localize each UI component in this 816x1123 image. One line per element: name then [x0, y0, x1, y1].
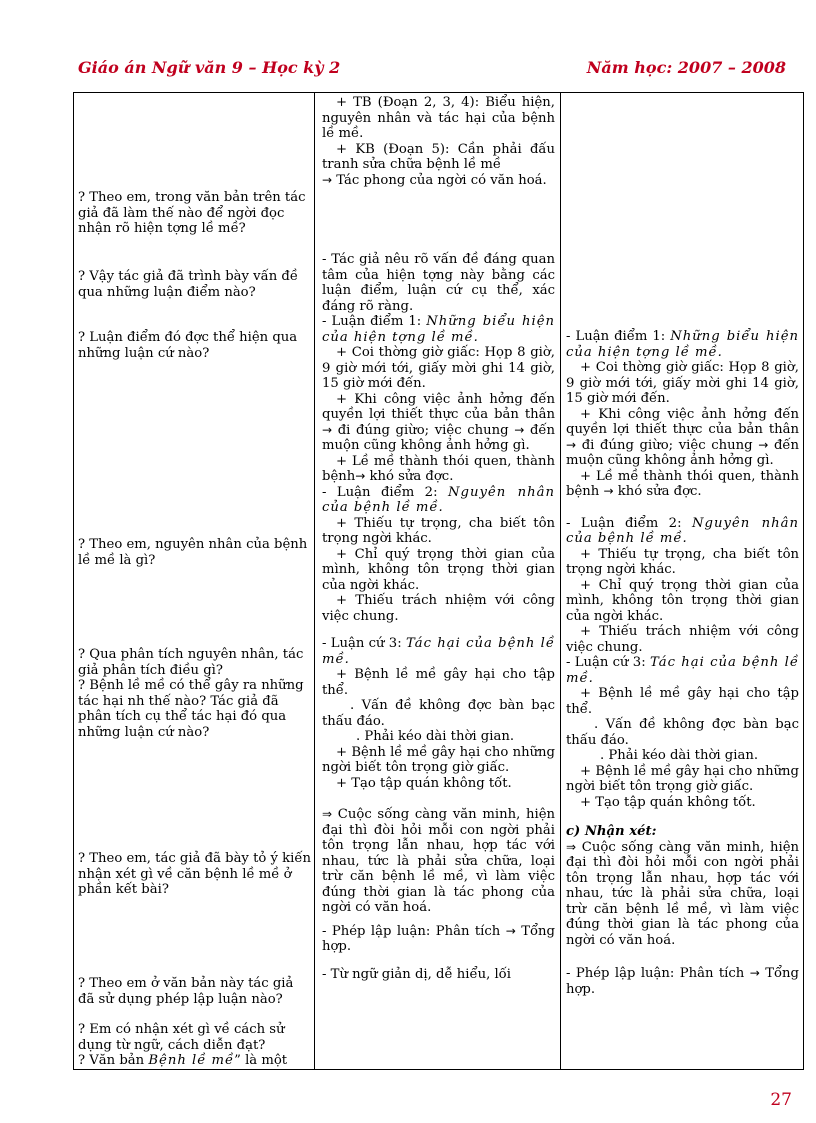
question-7: ? Theo em ở văn bản này tác giả đã sử dụng phép lập luận nào?: [78, 976, 294, 1007]
conclusion-result: → Tác phong của ngời có văn hoá.: [322, 172, 547, 188]
notes-column: [566, 329, 799, 997]
question-3: ? Luận điểm đó đợc thể hiện qua những luận cứ nào?: [78, 330, 298, 361]
header-school-year: Năm học: 2007 – 2008: [586, 58, 786, 77]
double-arrow-icon: ⇒: [322, 807, 333, 821]
note-point-2-c: + Thiếu trách nhiệm với công việc chung.: [566, 624, 799, 655]
note-argument-3-a2: . Phải kéo dài thời gian.: [600, 748, 759, 763]
note-point-2-heading: - Luận điểm 2: Nguyên nhân của bệnh lề mề.: [566, 515, 799, 546]
point-2-a: + Thiếu tự trọng, cha biết tôn trọng ngời khác.: [322, 515, 555, 546]
note-conclusion-paragraph: ⇒ Cuộc sống càng văn minh, hiện đại thì đòi hỏi mỗi con ngời phải tôn trọng lẫn nhau, hợp tác với nhau, tức là phải sửa chữa, loại trừ căn bệnh lề mề, vì làm việc đúng thời gian là tác phong của ngời có văn hoá.: [566, 839, 799, 948]
arrow-icon: →: [749, 966, 760, 980]
arrow-icon: →: [603, 484, 614, 498]
point-1-heading: - Luận điểm 1: Những biểu hiện của hiện tợng lề mề.: [322, 314, 555, 345]
argument-3-a2: . Phải kéo dài thời gian.: [356, 729, 515, 744]
argument-3-a1: . Vấn đề không đợc bàn bạc thấu đáo.: [322, 698, 555, 729]
note-point-2-a: + Thiếu tự trọng, cha biết tôn trọng ngời khác.: [566, 546, 799, 577]
arrow-icon: →: [758, 437, 769, 452]
note-argument-3-c: + Tạo tập quán không tốt.: [580, 794, 756, 810]
argument-3-a: + Bệnh lề mề gây hại cho tập thể.: [322, 667, 555, 698]
question-9: ? Văn bản Bệnh lề mề” là một: [78, 1053, 288, 1068]
point-1-b: + Khi công việc ảnh hởng đến quyền lợi thiết thực của bản thân → đi đúng giừo; việc chung → đến muộn cũng không ảnh hởng gì.: [322, 391, 555, 453]
intro-paragraph: - Tác giả nêu rõ vấn đề đáng quan tâm của hiện tợng này bằng các luận điểm, luận cứ cụ thể, xác đáng rõ ràng.: [322, 252, 555, 314]
arrow-icon: →: [505, 923, 516, 938]
argument-3-b: + Bệnh lề mề gây hại cho những ngời biết tôn trọng giờ giấc.: [322, 744, 555, 775]
question-6: ? Theo em, tác giả đã bày tỏ ý kiến nhận xét gì về căn bệnh lề mề ở phần kết bài?: [78, 851, 311, 897]
point-1-a: + Coi thờng giờ giấc: Họp 8 giờ, 9 giờ mới tới, giấy mời ghi 14 giờ, 15 giờ mới đến.: [322, 345, 555, 391]
note-argument-3-a: + Bệnh lề mề gây hại cho tập thể.: [566, 686, 799, 717]
page-number: 27: [770, 1090, 792, 1110]
point-2-heading: - Luận điểm 2: Nguyên nhân của bệnh lề mề.: [322, 484, 555, 515]
method-line: - Phép lập luận: Phân tích → Tổng hợp.: [322, 923, 555, 954]
question-1: ? Theo em, trong văn bản trên tác giả đã làm thế nào để ngời đọc nhận rõ hiện tợng lề mề?: [78, 190, 306, 236]
question-2: ? Vậy tác giả đã trình bày vấn đề qua những luận điểm nào?: [78, 269, 298, 300]
note-point-1-a: + Coi thờng giờ giấc: Họp 8 giờ, 9 giờ mới tới, giấy mời ghi 14 giờ, 15 giờ mới đến.: [566, 360, 799, 406]
column-divider: [314, 93, 315, 1069]
arrow-icon: →: [322, 422, 333, 437]
header-title: Giáo án Ngữ văn 9 – Học kỳ 2: [78, 58, 341, 77]
column-divider: [560, 93, 561, 1069]
arrow-icon: →: [322, 172, 333, 187]
note-method-line: - Phép lập luận: Phân tích → Tổng hợp.: [566, 966, 799, 997]
body-outline: + TB (Đoạn 2, 3, 4): Biểu hiện, nguyên nhân và tác hại của bệnh lề mề.: [322, 95, 555, 141]
note-argument-3-b: + Bệnh lề mề gây hại cho những ngời biết tôn trọng giờ giấc.: [566, 763, 799, 794]
question-4: ? Theo em, nguyên nhân của bệnh lề mề là gì?: [78, 537, 308, 568]
arrow-icon: →: [566, 437, 577, 452]
remark-heading: c) Nhận xét:: [566, 824, 657, 839]
point-2-c: + Thiếu trách nhiệm với công việc chung.: [322, 593, 555, 624]
double-arrow-icon: ⇒: [566, 839, 577, 854]
note-argument-3-a1: . Vấn đề không đợc bàn bạc thấu đáo.: [566, 717, 799, 748]
wording-line: - Từ ngữ giản dị, dễ hiểu, lối: [322, 966, 511, 982]
argument-3-heading: - Luận cứ 3: Tác hại của bệnh lề mề.: [322, 636, 555, 667]
conclusion-paragraph: ⇒ Cuộc sống càng văn minh, hiện đại thì đòi hỏi mỗi con ngời phải tôn trọng lẫn nhau, hợp tác với nhau, tức là phải sửa chữa, loại trừ căn bệnh lề mề, vì làm việc đúng thời gian là tác phong của ngời có văn hoá.: [322, 807, 555, 915]
question-5b: ? Bệnh lề mề có thể gây ra những tác hại nh thế nào? Tác giả đã phân tích cụ thể tác hại đó qua những luận cứ nào?: [78, 678, 304, 740]
conclusion-outline: + KB (Đoạn 5): Cần phải đấu tranh sửa chữa bệnh lề mề: [322, 141, 555, 172]
question-5a: ? Qua phân tích nguyên nhân, tác giả phân tích điều gì?: [78, 647, 304, 678]
note-argument-3-heading: - Luận cứ 3: Tác hại của bệnh lề mề.: [566, 655, 799, 686]
note-point-1-b: + Khi công việc ảnh hởng đến quyền lợi thiết thực của bản thân → đi đúng giừo; việc chung → đến muộn cũng không ảnh hởng gì.: [566, 406, 799, 468]
argument-3-c: + Tạo tập quán không tốt.: [336, 775, 512, 791]
arrow-icon: →: [355, 469, 366, 483]
point-2-b: + Chỉ quý trọng thời gian của mình, không tôn trọng thời gian của ngời khác.: [322, 546, 555, 593]
note-point-2-b: + Chỉ quý trọng thời gian của mình, không tôn trọng thời gian của ngời khác.: [566, 577, 799, 624]
note-point-1-c: + Lề mề thành thói quen, thành bệnh → khó sửa đợc.: [566, 468, 799, 499]
content-column: [322, 95, 555, 982]
question-8: ? Em có nhận xét gì về cách sử dụng từ ngữ, cách diễn đạt?: [78, 1022, 285, 1053]
lesson-table: [73, 92, 804, 1070]
arrow-icon: →: [514, 422, 525, 437]
note-point-1-heading: - Luận điểm 1: Những biểu hiện của hiện tợng lề mề.: [566, 329, 799, 360]
questions-column: [78, 93, 312, 1069]
point-1-c: + Lề mề thành thói quen, thành bệnh→ khó sửa đợc.: [322, 453, 555, 484]
